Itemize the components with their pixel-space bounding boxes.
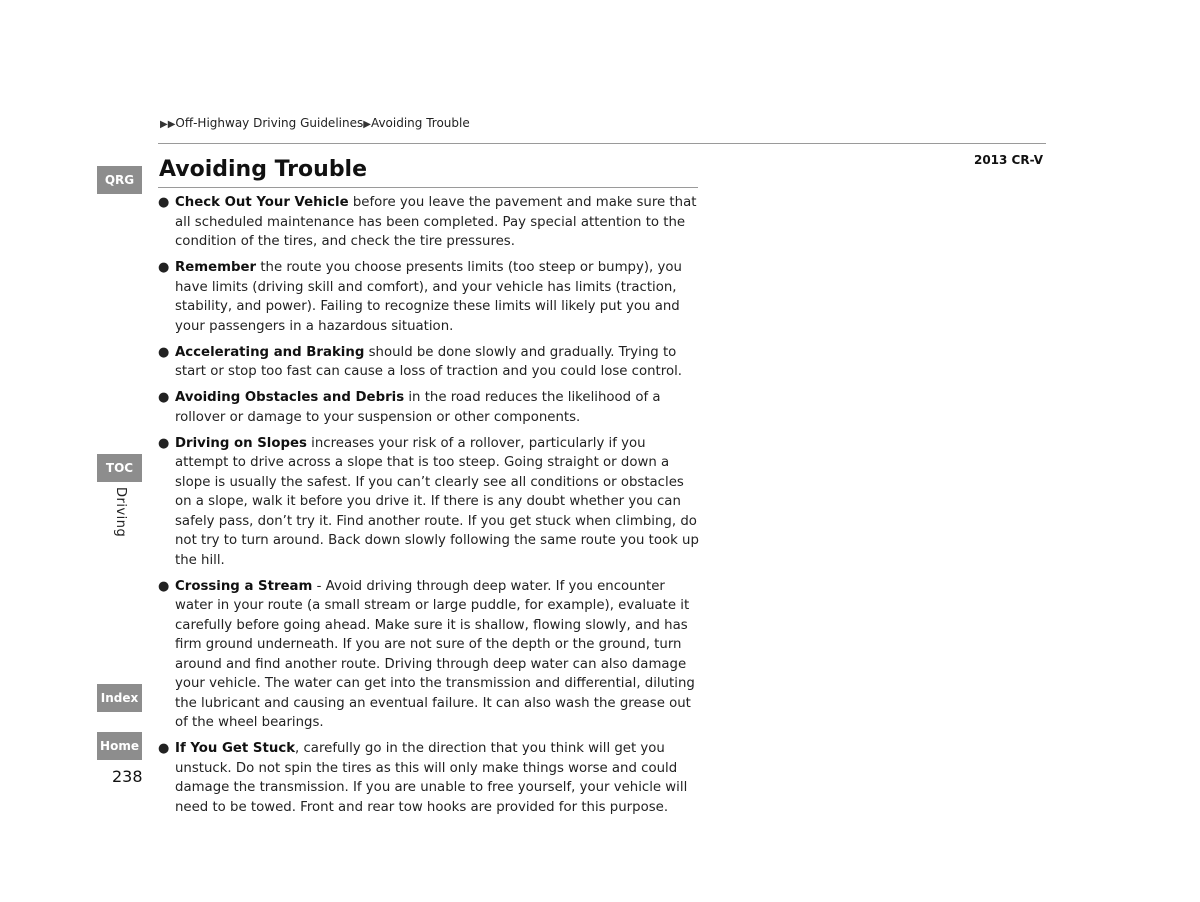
item-heading: If You Get Stuck: [175, 741, 296, 756]
bullet-icon: ●: [158, 260, 170, 275]
double-arrow-icon: ▶▶: [160, 119, 176, 130]
arrow-icon: ▶: [363, 119, 371, 130]
section-tab-label: Driving: [113, 487, 128, 538]
item-text: , carefully go in the direction that you think will get you unstuck. Do not spin the tires as this will only make things worse and could damage the transmission. If you are unable to free yourself, your vehicle will need to be towed. Front and rear tow hooks are provided for this purpose.: [175, 741, 688, 815]
model-label: 2013 CR-V: [973, 153, 1043, 167]
item-text: should be done slowly and gradually. Trying to start or stop too fast can cause a loss of traction and you could lose control.: [175, 344, 682, 379]
qrg-button[interactable]: QRG: [97, 166, 142, 194]
bullet-icon: ●: [158, 390, 170, 405]
item-text: the route you choose presents limits (too steep or bumpy), you have limits (driving skill and comfort), and your vehicle has limits (traction, stability, and power). Failing to recognize these limits will likely put you and your passengers in a hazardous situation.: [175, 260, 682, 334]
breadcrumb-current: Avoiding Trouble: [370, 116, 470, 130]
breadcrumb-section-link[interactable]: Off-Highway Driving Guidelines: [175, 116, 364, 130]
bullet-icon: ●: [158, 435, 170, 451]
toc-button[interactable]: TOC: [97, 454, 142, 482]
item-heading: Check Out Your Vehicle: [175, 195, 349, 210]
item-text: increases your risk of a rollover, particularly if you attempt to drive across a slope that is too steep. Going straight or down a slope is usually the safest. If you can’t clearly see all conditions or obstacles on a slope, walk it before you drive it. If there is any doubt whether you can safely pass, don’t try it. Find another route. If you get stuck when climbing, do not try to turn around. Back down slowly following the same route you took up the hill.: [175, 435, 699, 568]
list-item: [158, 193, 700, 252]
header-divider: [158, 143, 1046, 144]
item-heading: Remember: [175, 260, 257, 275]
list-item: [158, 434, 700, 571]
bullet-icon: ●: [158, 741, 170, 756]
list-item: [158, 343, 700, 382]
item-heading: Avoiding Obstacles and Debris: [175, 390, 405, 405]
bullet-icon: ●: [158, 195, 170, 210]
item-text: - Avoid driving through deep water. If you encounter water in your route (a small stream or large puddle, for example), evaluate it carefully before going ahead. Make sure it is shallow, flowing slowly, and has firm ground underneath. If you are not sure of the depth or the ground, turn around and find another route. Driving through deep water can also damage your vehicle. The water can get into the transmission and differential, diluting the lubricant and causing an eventual failure. It can also wash the grease out of the wheel bearings.: [175, 578, 695, 730]
title-divider: [158, 187, 698, 188]
page-number: 238: [112, 767, 143, 786]
item-heading: Accelerating and Braking: [175, 344, 365, 360]
item-heading: Driving on Slopes: [175, 435, 307, 451]
item-text: in the road reduces the likelihood of a rollover or damage to your suspension or other components.: [175, 390, 661, 425]
breadcrumb: [160, 116, 470, 130]
page-title: Avoiding Trouble: [159, 157, 368, 182]
index-button[interactable]: Index: [97, 684, 142, 712]
list-item: [158, 388, 700, 427]
bullet-icon: ●: [158, 578, 170, 594]
list-item: [158, 739, 700, 817]
list-item: [158, 577, 700, 733]
list-item: [158, 258, 700, 336]
bullet-list: [158, 193, 700, 824]
item-text: before you leave the pavement and make sure that all scheduled maintenance has been completed. Pay special attention to the condition of the tires, and check the tire pressures.: [175, 195, 697, 249]
home-button[interactable]: Home: [97, 732, 142, 760]
item-heading: Crossing a Stream: [175, 578, 313, 594]
bullet-icon: ●: [158, 344, 170, 360]
